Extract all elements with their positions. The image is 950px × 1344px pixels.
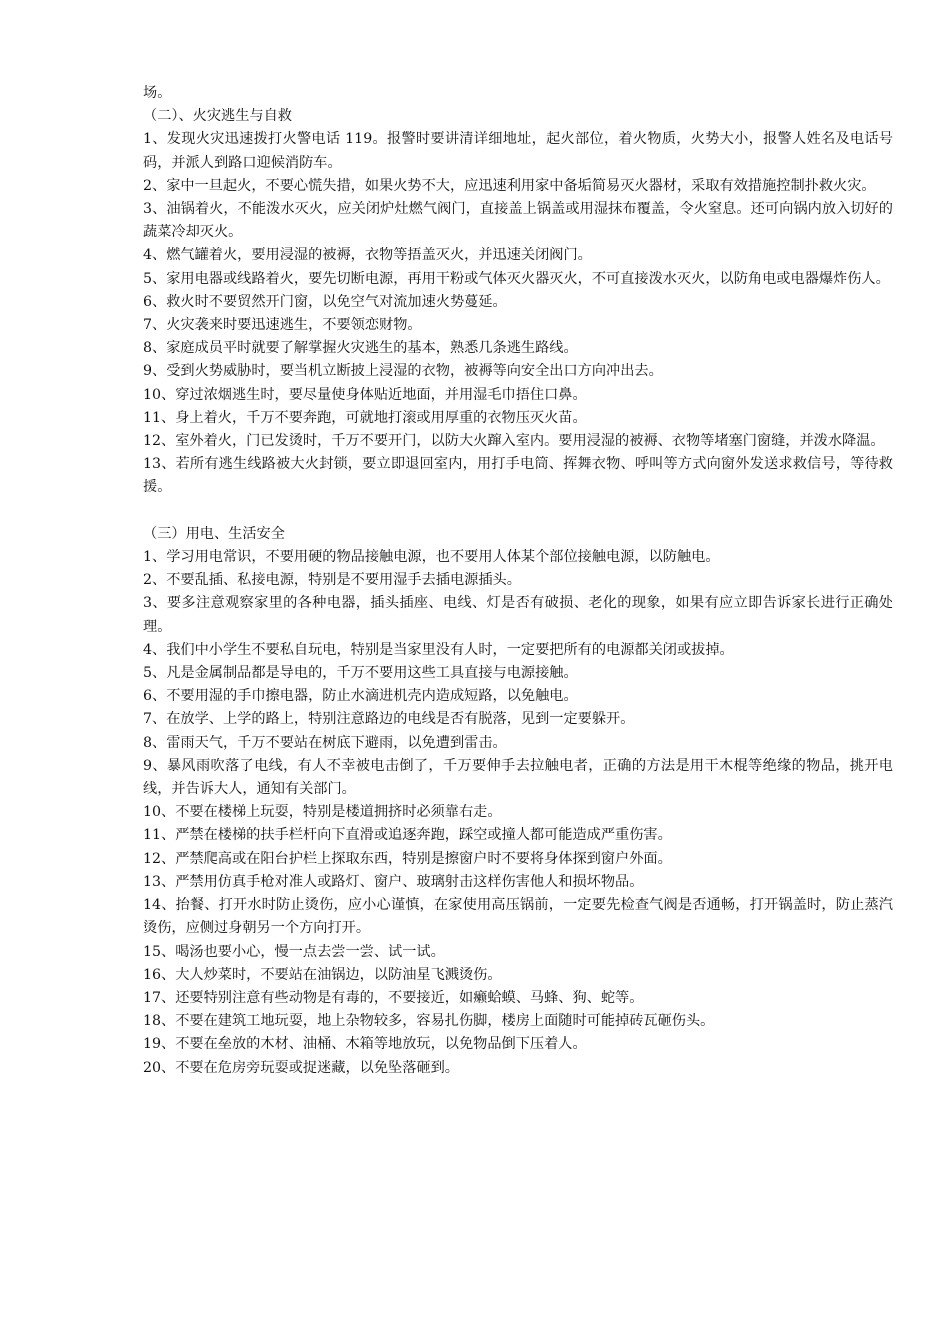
section2-list	[143, 128, 893, 499]
list-item: 6、不要用湿的手巾擦电器，防止水滴进机壳内造成短路，以免触电。	[143, 688, 578, 705]
list-item: 18、不要在建筑工地玩耍，地上杂物较多，容易扎伤脚，楼房上面随时可能掉砖瓦砸伤头。	[143, 1013, 715, 1030]
list-item: 3、要多注意观察家里的各种电器，插头插座、电线、灯是否有破损、老化的现象，如果有应立即告诉家长进行正确处理。	[143, 595, 893, 635]
section2-heading: （二）、火灾逃生与自救	[143, 108, 292, 125]
list-item: 15、喝汤也要小心，慢一点去尝一尝、试一试。	[143, 943, 445, 960]
list-item: 19、不要在垒放的木材、油桶、木箱等地放玩，以免物品倒下压着人。	[143, 1036, 587, 1053]
list-item: 7、在放学、上学的路上，特别注意路边的电线是否有脱落，见到一定要躲开。	[143, 711, 635, 728]
list-item: 13、严禁用仿真手枪对准人或路灯、窗户、玻璃射击这样伤害他人和损坏物品。	[143, 873, 644, 890]
list-item: 1、发现火灾迅速拨打火警电话 119。报警时要讲清详细地址，起火部位，着火物质，火势大小，报警人姓名及电话号码，并派人到路口迎候消防车。	[143, 131, 893, 171]
section-gap	[143, 500, 893, 523]
list-item: 16、大人炒菜时，不要站在油锅边，以防油星飞溅烫伤。	[143, 966, 502, 983]
list-item: 8、雷雨天气，千万不要站在树底下避雨，以免遭到雷击。	[143, 734, 507, 751]
document-page	[143, 82, 893, 1080]
list-item: 12、严禁爬高或在阳台护栏上探取东西，特别是擦窗户时不要将身体探到窗户外面。	[143, 850, 672, 867]
list-item: 10、穿过浓烟逃生时，要尽量使身体贴近地面，并用湿毛巾捂住口鼻。	[143, 386, 587, 403]
section3-heading: （三）用电、生活安全	[143, 525, 285, 542]
list-item: 2、不要乱插、私接电源，特别是不要用湿手去插电源插头。	[143, 572, 521, 589]
list-item: 5、家用电器或线路着火，要先切断电源，再用干粉或气体灭火器灭火，不可直接泼水灭火，以防角电或电器爆炸伤人。	[143, 270, 890, 287]
list-item: 7、火灾袭来时要迅速逃生，不要领恋财物。	[143, 317, 422, 334]
list-item: 9、暴风雨吹落了电线，有人不幸被电击倒了，千万要伸手去拉触电者，正确的方法是用干木棍等绝缘的物品，挑开电线，并告诉大人，通知有关部门。	[143, 757, 893, 798]
list-item: 3、油锅着火，不能泼水灭火，应关闭炉灶燃气阀门，直接盖上锅盖或用湿抹布覆盖，令火窒息。还可向锅内放入切好的蔬菜冷却灭火。	[143, 201, 893, 241]
list-item: 8、家庭成员平时就要了解掌握火灾逃生的基本，熟悉几条逃生路线。	[143, 340, 578, 357]
list-item: 11、严禁在楼梯的扶手栏杆向下直滑或追逐奔跑，踩空或撞人都可能造成严重伤害。	[143, 827, 672, 844]
list-item: 2、家中一旦起火，不要心慌失措，如果火势不大，应迅速利用家中备垢简易灭火器材，采取有效措施控制扑救火灾。	[143, 177, 876, 194]
list-item: 20、不要在危房旁玩耍或捉迷藏，以免坠落砸到。	[143, 1059, 459, 1076]
list-item: 6、救火时不要贸然开门窗，以免空气对流加速火势蔓延。	[143, 293, 507, 310]
list-item: 4、我们中小学生不要私自玩电，特别是当家里没有人时，一定要把所有的电源都关闭或拔掉。	[143, 641, 734, 658]
lead-fragment: 场。	[143, 85, 172, 101]
list-item: 11、身上着火，千万不要奔跑，可就地打滚或用厚重的衣物压灭火苗。	[143, 409, 587, 426]
list-item: 12、室外着火，门已发烫时，千万不要开门，以防大火蹿入室内。要用浸湿的被褥、衣物等堵塞门窗缝，并泼水降温。	[143, 433, 885, 450]
list-item: 1、学习用电常识，不要用硬的物品接触电源，也不要用人体某个部位接触电源，以防触电。	[143, 549, 720, 566]
list-item: 9、受到火势威胁时，要当机立断披上浸湿的衣物，被褥等向安全出口方向冲出去。	[143, 363, 663, 380]
list-item: 13、若所有逃生线路被大火封锁，要立即退回室内，用打手电筒、挥舞衣物、呼叫等方式向窗外发送求救信号，等待救援。	[143, 456, 893, 496]
list-item: 14、抬餐、打开水时防止烫伤，应小心谨慎，在家使用高压锅前，一定要先检查气阀是否通畅，打开锅盖时，防止蒸汽烫伤，应侧过身朝另一个方向打开。	[143, 897, 893, 937]
list-item: 4、燃气罐着火，要用浸湿的被褥，衣物等捂盖灭火，并迅速关闭阀门。	[143, 247, 592, 264]
list-item: 10、不要在楼梯上玩耍，特别是楼道拥挤时必须靠右走。	[143, 804, 502, 821]
list-item: 5、凡是金属制品都是导电的，千万不要用这些工具直接与电源接触。	[143, 665, 578, 682]
section3-list	[143, 546, 893, 1080]
list-item: 17、还要特别注意有些动物是有毒的，不要接近，如癞蛤蟆、马蜂、狗、蛇等。	[143, 989, 644, 1006]
